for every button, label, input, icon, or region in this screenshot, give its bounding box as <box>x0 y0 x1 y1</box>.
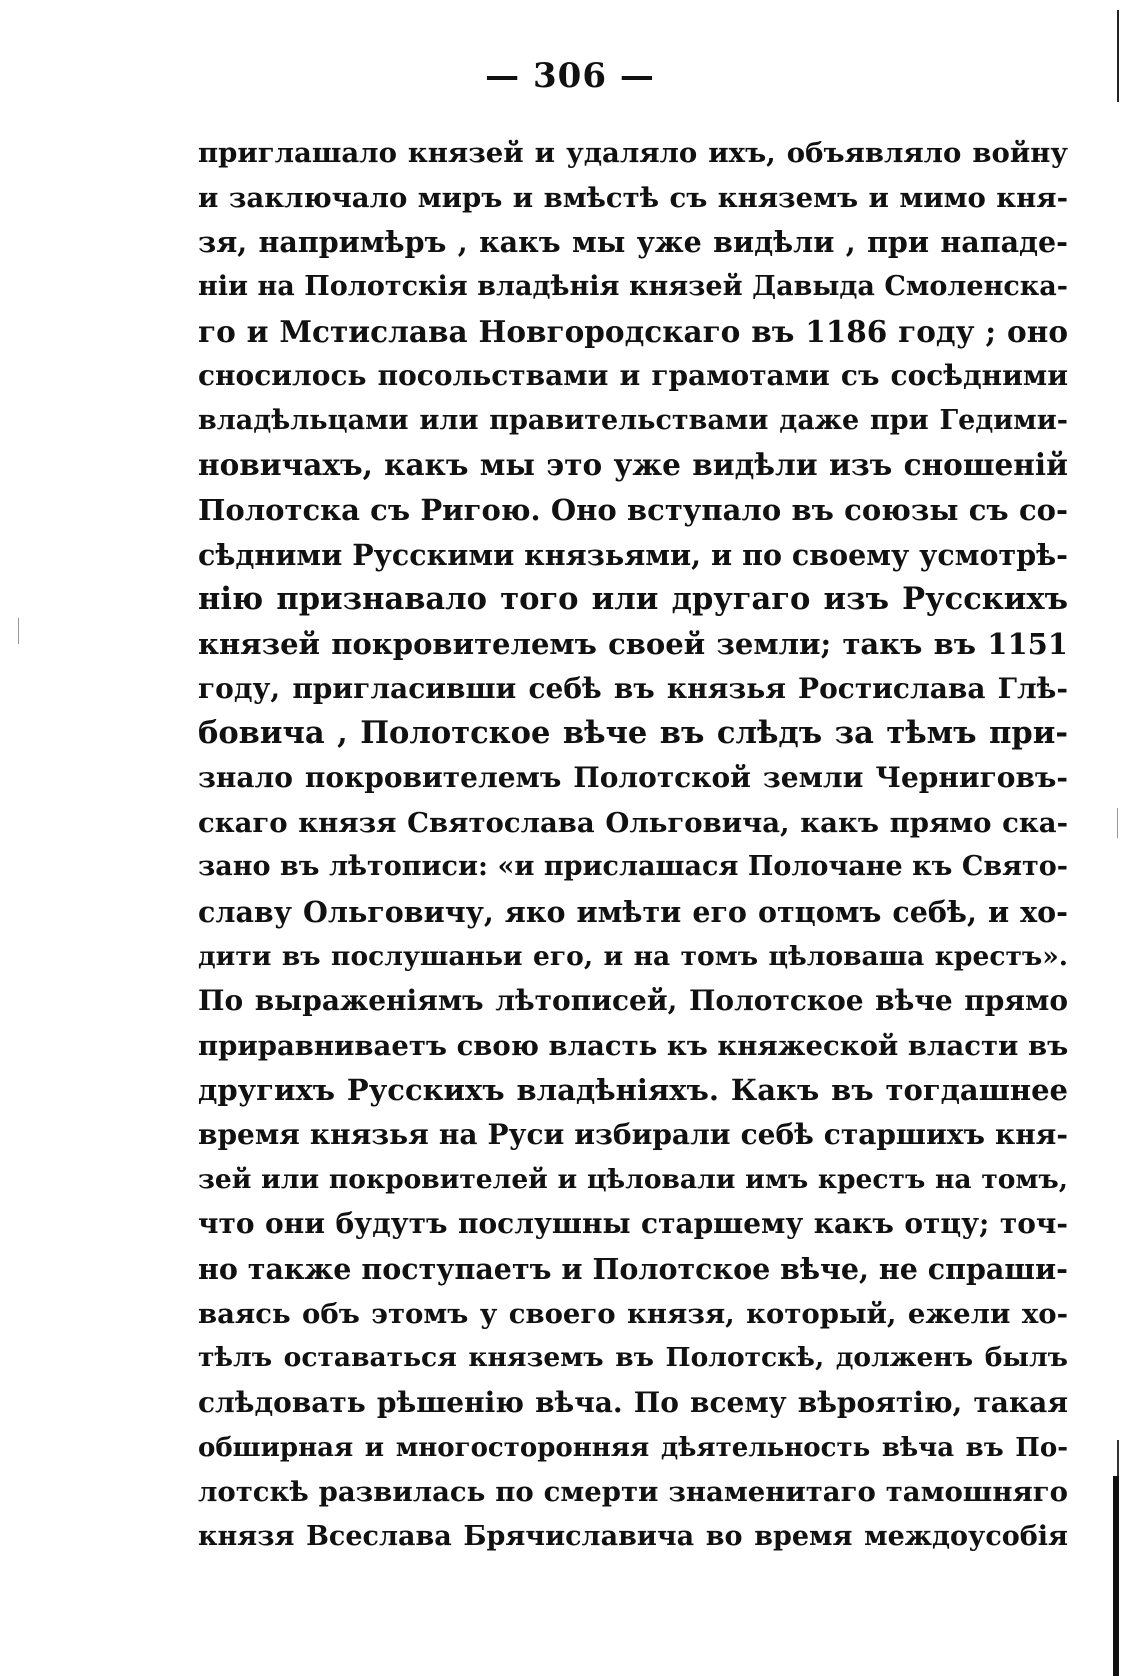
text-line: слѣдовать рѣшенію вѣча. По всему вѣроятію, такая <box>198 1385 1068 1419</box>
text-line: По выраженіямъ лѣтописей, Полотское вѣче прямо <box>198 984 1068 1018</box>
text-line: Полотска съ Ригою. Оно вступало въ союзы съ со- <box>198 493 1068 528</box>
text-line: и заключало миръ и вмѣстѣ съ княземъ и мимо кня- <box>198 181 1068 214</box>
text-line: приглашало князей и удаляло ихъ, объявляло войну <box>198 137 1068 169</box>
text-line: обширная и многосторонняя дѣятельность вѣча въ По- <box>198 1432 1068 1463</box>
text-line: славу Ольговичу, яко имѣти его отцомъ себѣ, и хо- <box>198 894 1068 929</box>
text-line: что они будутъ послушны старшему какъ отцу; точ- <box>198 1207 1068 1241</box>
text-line: время князья на Руси избирали себѣ старшихъ кня- <box>198 1118 1068 1152</box>
text-line: бовича , Полотское вѣче въ слѣдъ за тѣмъ при- <box>198 715 1068 752</box>
text-line: скаго князя Святослава Ольговича, какъ прямо ска- <box>198 806 1068 839</box>
text-line: знало покровителемъ Полотской земли Черниговъ- <box>198 760 1068 794</box>
scan-edge-mark <box>1117 10 1119 102</box>
scan-edge-mark <box>18 618 19 644</box>
text-line: владѣльцами или правительствами даже при Гедими- <box>198 404 1068 436</box>
text-line: зано въ лѣтописи: «и прислашася Полочане къ Свято- <box>198 851 1068 883</box>
text-line: новичахъ, какъ мы это уже видѣли изъ сношеній <box>198 447 1068 483</box>
text-line: князей покровителемъ своей земли; такъ въ 1151 <box>198 627 1068 662</box>
text-line: ніи на Полотскія владѣнія князей Давыда Смоленска- <box>198 270 1068 302</box>
text-line: но также поступаетъ и Полотское вѣче, не спраши- <box>198 1252 1068 1287</box>
text-line: приравниваетъ свою власть къ княжеской власти въ <box>198 1029 1069 1062</box>
text-line: сѣдними Русскими князьями, и по своему усмотрѣ- <box>198 537 1068 572</box>
text-line: лотскѣ развилась по смерти знаменитаго тамошняго <box>198 1476 1068 1509</box>
text-line: го и Мстислава Новгородскаго въ 1186 году ; оно <box>198 313 1068 349</box>
text-line: сносилось посольствами и грамотами съ сосѣдними <box>198 359 1068 393</box>
scan-edge-mark <box>1117 1440 1119 1476</box>
scan-edge-mark <box>1117 808 1118 838</box>
text-line: нію признавало того или другаго изъ Русскихъ <box>198 581 1068 618</box>
text-line: зей или покровителей и цѣловали имъ крестъ на томъ, <box>198 1163 1068 1195</box>
text-line: другихъ Русскихъ владѣніяхъ. Какъ въ тогдашнее <box>198 1073 1068 1108</box>
text-line: тѣлъ оставаться княземъ въ Полотскѣ, долженъ былъ <box>198 1342 1068 1374</box>
scan-edge-mark <box>1113 1476 1119 1676</box>
text-line: году, пригласивши себѣ въ князья Ростислава Глѣ- <box>198 671 1068 705</box>
body-text <box>198 131 1068 1560</box>
page-number: — 306 — <box>485 56 655 96</box>
text-line: дити въ послушаньи его, и на томъ цѣловаша крестъ». <box>198 940 1068 972</box>
text-line: ваясь объ этомъ у своего князя, который, ежели хо- <box>198 1297 1068 1330</box>
text-line: князя Всеслава Брячиславича во время междоусобія <box>198 1520 1068 1552</box>
text-line: зя, напримѣръ , какъ мы уже видѣли , при нападе- <box>198 225 1068 260</box>
